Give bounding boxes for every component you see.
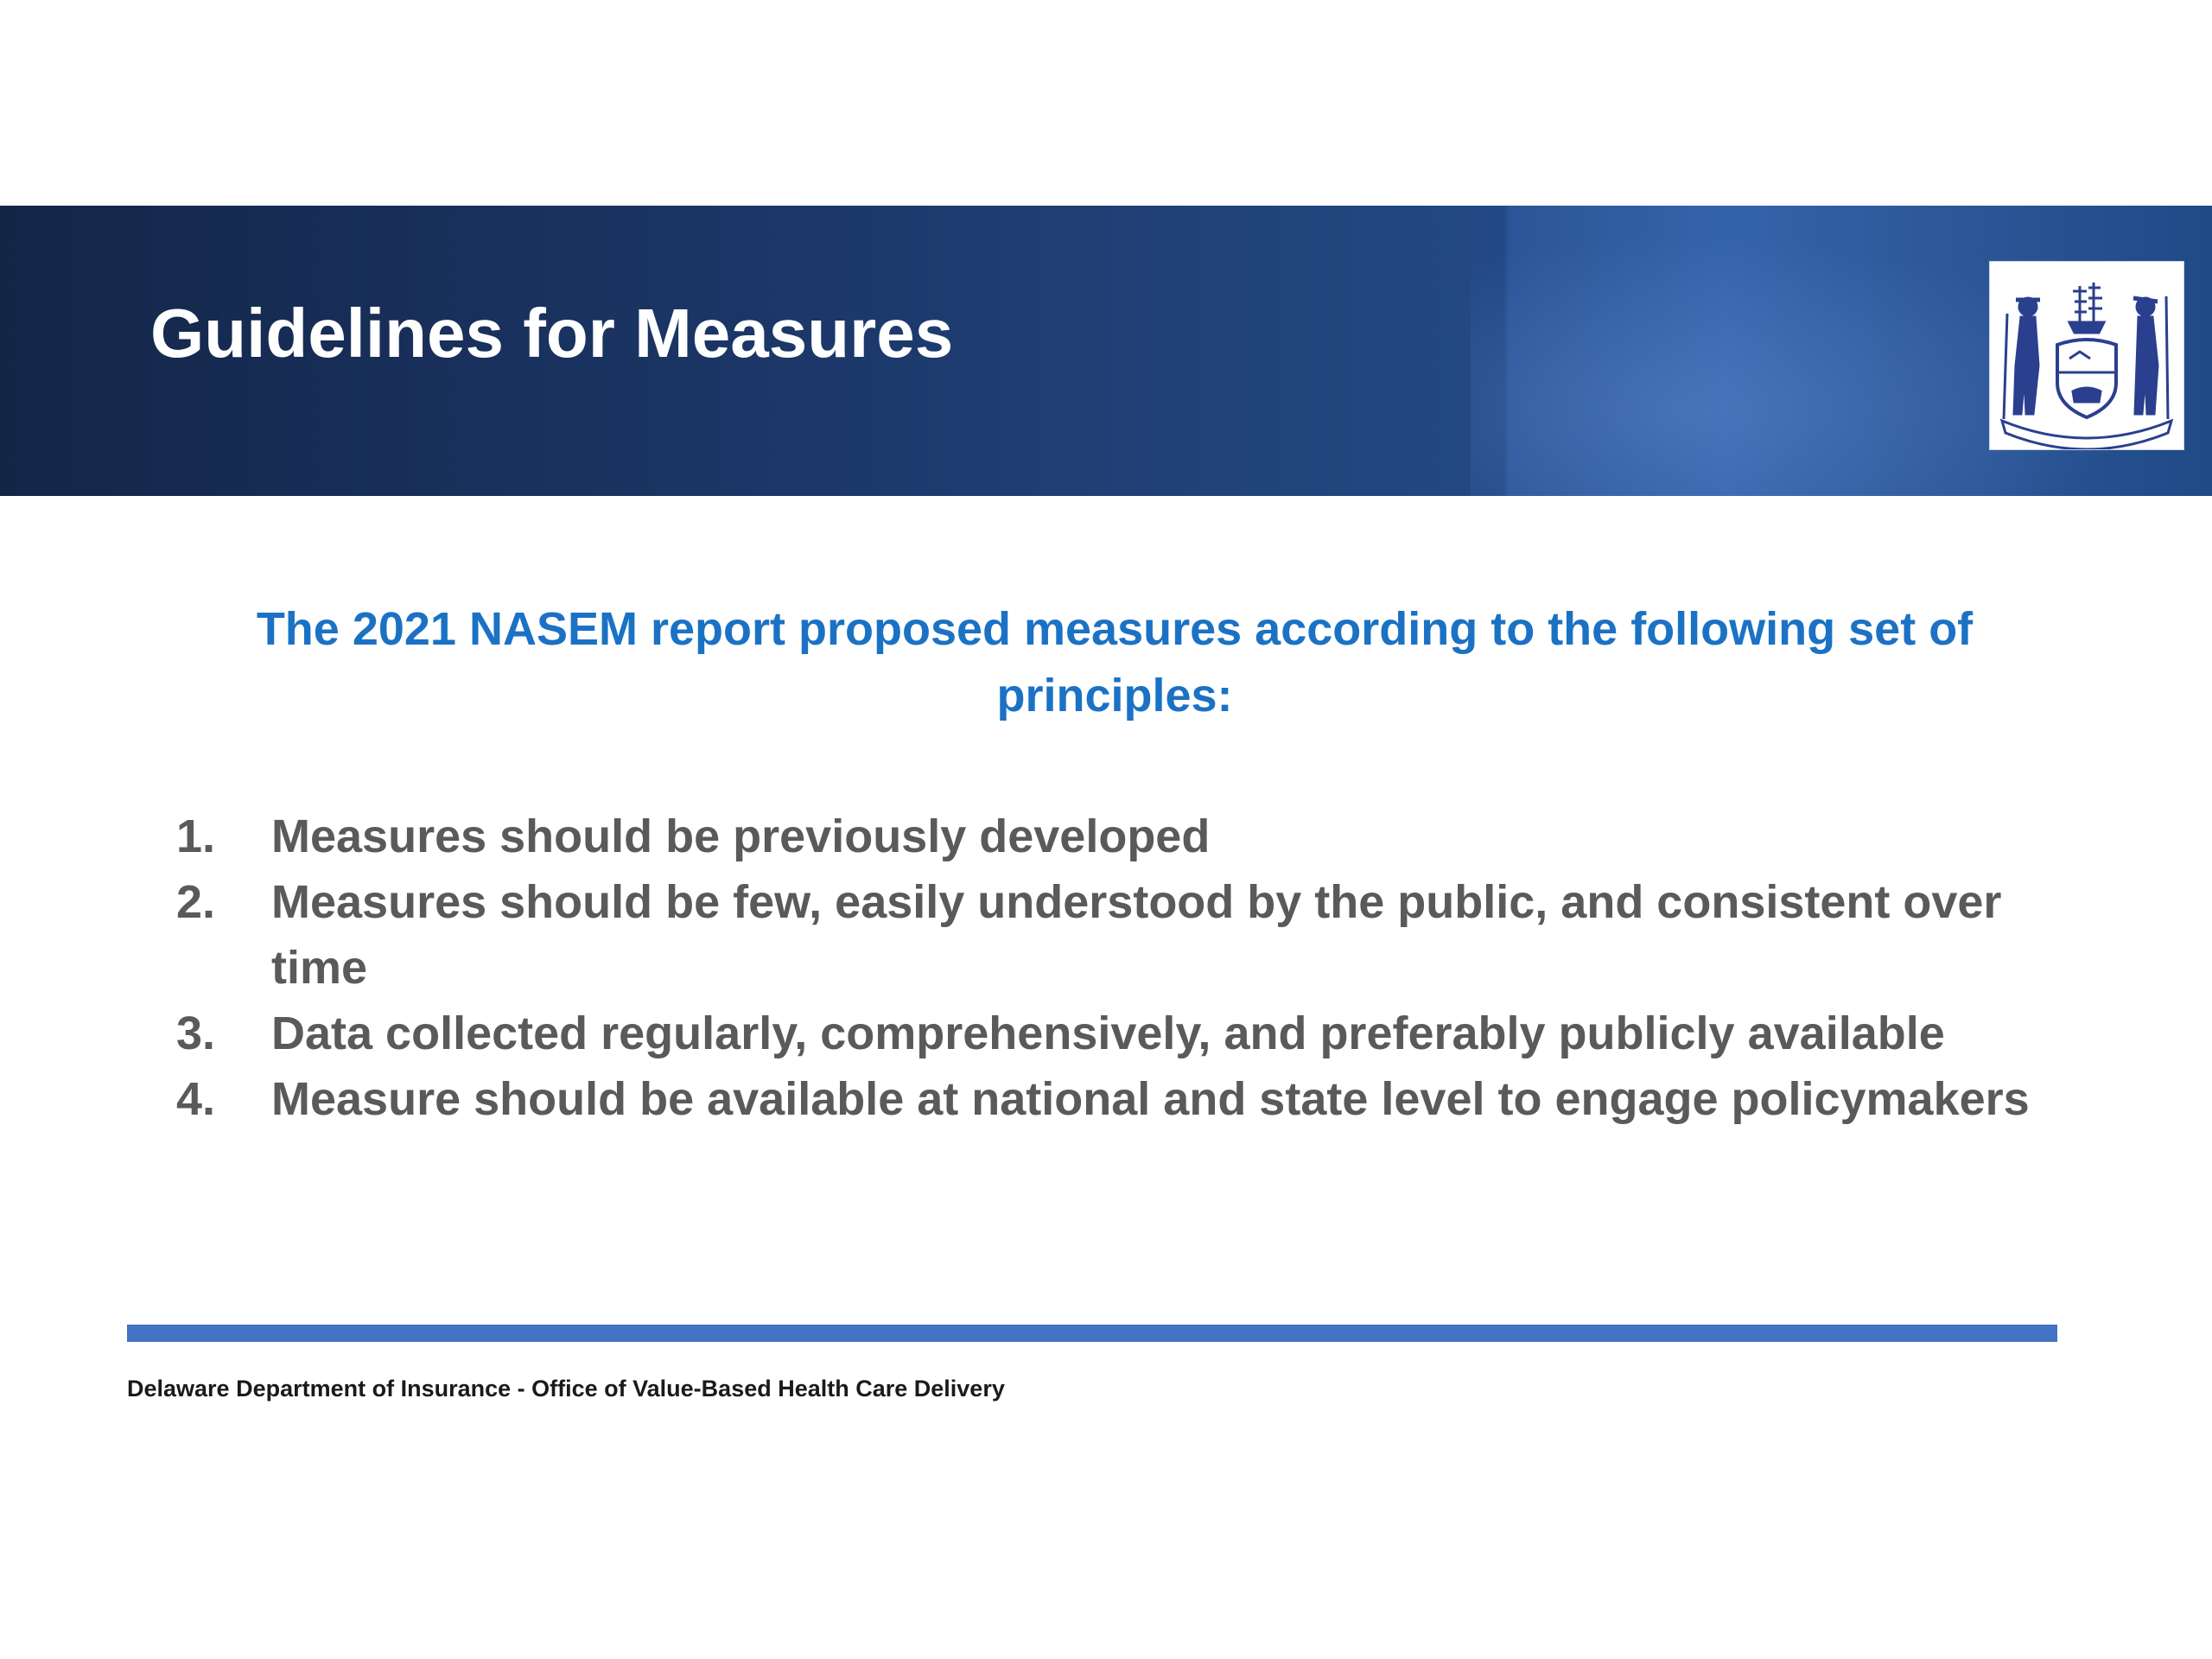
delaware-seal-icon <box>1989 261 2184 450</box>
list-item-text: Measure should be available at national and state level to engage policymakers <box>271 1073 2030 1125</box>
list-item <box>173 1001 2074 1066</box>
list-item-number: 4. <box>176 1073 216 1125</box>
list-item-number: 2. <box>176 876 216 928</box>
list-item <box>173 869 2074 1001</box>
list-item <box>173 804 2074 869</box>
list-item-number: 3. <box>176 1007 216 1059</box>
seal-drawing <box>1990 262 2183 449</box>
intro-text: The 2021 NASEM report proposed measures according to the following set of principles: <box>256 603 1974 721</box>
list-item-text: Measures should be few, easily understood by the public, and consistent over time <box>271 876 2002 994</box>
principles-list <box>173 804 2074 1132</box>
slide-title: Guidelines for Measures <box>150 295 954 372</box>
footer-divider <box>127 1325 2057 1342</box>
list-item-text: Measures should be previously developed <box>271 810 1211 862</box>
list-item <box>173 1066 2074 1132</box>
list-item-number: 1. <box>176 810 216 862</box>
footer-text: Delaware Department of Insurance - Office of Value-Based Health Care Delivery <box>127 1376 1005 1402</box>
list-item-text: Data collected regularly, comprehensively, and preferably publicly available <box>271 1007 1945 1059</box>
